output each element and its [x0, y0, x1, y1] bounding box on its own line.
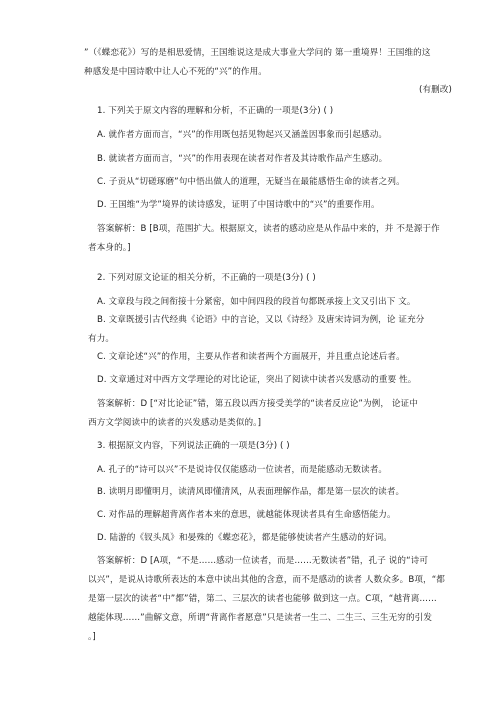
q3-option-c: C. 对作品的理解超背离作者本来的意思，就越能体现读者具有生命感悟能力。: [97, 510, 396, 520]
q3-option-b: B. 读明月即懂明月，读清风即懂清风，从表面理解作品，都是第一层次的读者。: [97, 487, 405, 497]
intro-line-1: ”（《蝶恋花》）写的是相思爱情，王国维说这是成大事业大学问的 第一重境界！王国维的这: [84, 48, 431, 58]
q1-option-a: A. 就作者方面而言，“兴”的作用既包括见物起兴又涵盖因事象而引起感动。: [97, 130, 388, 140]
q2-answer-line-1: 答案解析：D [“对比论证”错，第五段以西方接受美学的“读者反应论”为例， 论证中: [97, 399, 418, 409]
q2-option-c: C. 文章论述“兴”的作用，主要从作者和读者两个方面展开，并且重点论述后者。: [97, 352, 405, 362]
intro-line-2: 种感发是中国诗歌中让人心不死的“兴”的作用。: [84, 67, 267, 77]
q2-option-d: D. 文章通过对中西方文学理论的对比论证，突出了阅读中读者兴发感动的重要 性。: [97, 375, 417, 385]
q2-stem: 2. 下列对原文论证的相关分析，不正确的一项是(3分) ( ): [97, 273, 316, 283]
q3-option-d: D. 陆游的《钗头凤》和晏殊的《蝶恋花》，都是能够使读者产生感动的好词。: [97, 533, 392, 543]
source-note: (有删改): [419, 85, 452, 95]
q1-option-d: D. 王国维“为学”境界的读诗感发，证明了中国诗歌中的“兴”的重要作用。: [97, 200, 380, 210]
q3-answer-line-2: 以兴”，是说从诗歌所表达的本意中读出其他的含意，而不是感动的读者 人数众多。B项，“都: [88, 575, 445, 585]
q2-option-b-line-1: B. 文章既援引古代经典《论语》中的言论，又以《诗经》及唐宋诗词为例，论 证充分: [97, 315, 425, 325]
q2-answer-line-2: 西方文学阅读中的读者的兴发感动是类似的。]: [88, 418, 262, 428]
q3-answer-line-4: 越能体现……”曲解文意，所谓“背离作者愿意”只是读者一生二、二生三、三生无穷的引发: [88, 613, 433, 623]
q1-option-c: C. 子贡从“切磋琢磨”句中悟出做人的道理，无疑当在最能感悟生命的读者之列。: [97, 177, 405, 187]
q1-answer-line-2: 者本身的。]: [88, 243, 131, 253]
q1-answer-line-1: 答案解析：B [B项，范围扩大。根据原文，读者的感动应是从作品中来的，并 不是源于作: [97, 224, 440, 234]
q2-option-a: A. 文章段与段之间衔接十分紧密，如中间四段的段首句都既承接上文又引出下 文。: [97, 297, 416, 307]
q3-option-a: A. 孔子的“诗可以兴”不是说诗仅仅能感动一位读者，而是能感动无数读者。: [97, 465, 388, 475]
q3-answer-line-1: 答案解析：D [A项，“不是……感动一位读者，而是……无数读者”错，孔子 说的“诗可: [97, 556, 429, 566]
q1-stem: 1. 下列关于原文内容的理解和分析，不正确的一项是(3分) ( ): [97, 106, 334, 116]
q2-option-b-line-2: 有力。: [88, 334, 115, 344]
q3-answer-line-3: 是第一层次的读者“中”都”错，第二、三层次的读者也能够 做到这一点。C项，“越背离……: [88, 594, 437, 604]
q3-answer-line-5: 。]: [88, 632, 96, 642]
q3-stem: 3. 根据原文内容，下列说法正确的一项是(3分) ( ): [97, 441, 290, 451]
q1-option-b: B. 就读者方面而言，“兴”的作用表现在读者对作者及其诗歌作品产生感动。: [97, 154, 388, 164]
